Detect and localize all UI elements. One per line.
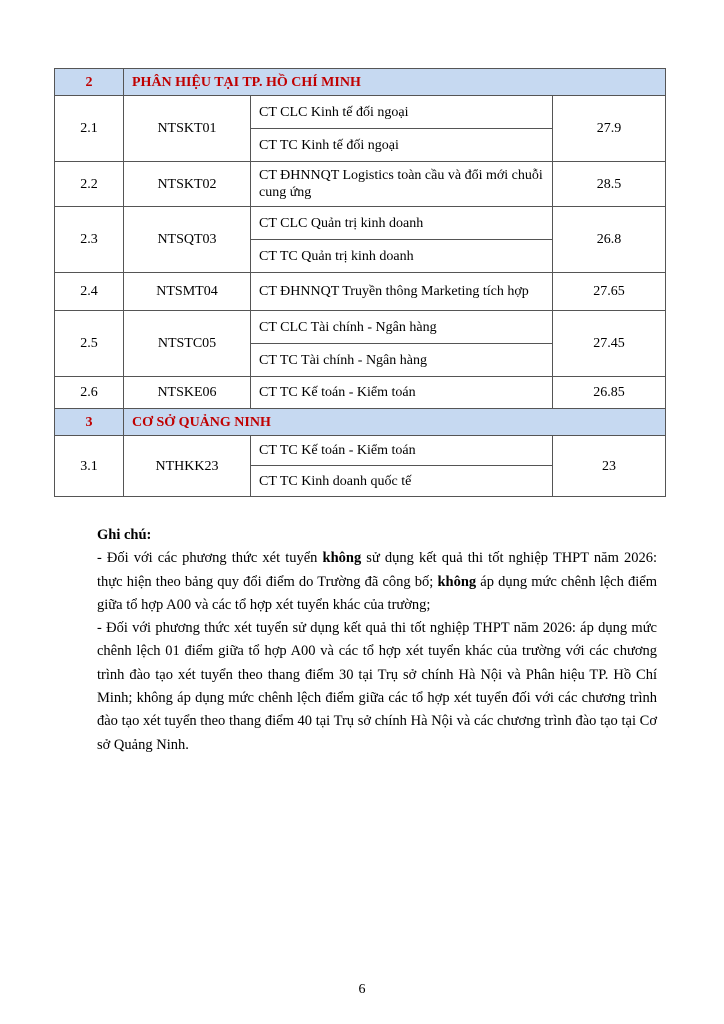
table-row bbox=[55, 436, 666, 466]
note-emphasis: không bbox=[322, 550, 362, 567]
program-code: NTSKT01 bbox=[124, 96, 251, 162]
program-code: NTSTC05 bbox=[124, 311, 251, 377]
program-name: CT TC Kế toán - Kiểm toán bbox=[251, 377, 553, 409]
section-number: 2 bbox=[55, 69, 124, 96]
admission-score-table bbox=[54, 68, 666, 497]
program-name: CT CLC Tài chính - Ngân hàng bbox=[251, 311, 553, 344]
row-number: 2.5 bbox=[55, 311, 124, 377]
row-number: 2.4 bbox=[55, 273, 124, 311]
section-title: CƠ SỞ QUẢNG NINH bbox=[124, 409, 666, 436]
table-row bbox=[55, 311, 666, 344]
table-row bbox=[55, 96, 666, 129]
program-code: NTSQT03 bbox=[124, 207, 251, 273]
program-code: NTSKE06 bbox=[124, 377, 251, 409]
note-text: - Đối với các phương thức xét tuyển bbox=[97, 550, 323, 567]
section-number: 3 bbox=[55, 409, 124, 436]
table-row bbox=[55, 377, 666, 409]
table-row bbox=[55, 162, 666, 207]
row-number: 2.1 bbox=[55, 96, 124, 162]
program-name: CT TC Kinh tế đối ngoại bbox=[251, 129, 553, 162]
cutoff-score: 26.85 bbox=[553, 377, 666, 409]
program-name: CT TC Kinh doanh quốc tế bbox=[251, 466, 553, 497]
cutoff-score: 28.5 bbox=[553, 162, 666, 207]
section-header-row bbox=[55, 69, 666, 96]
program-name: CT ĐHNNQT Logistics toàn cầu và đổi mới chuỗi cung ứng bbox=[251, 162, 553, 207]
program-code: NTSMT04 bbox=[124, 273, 251, 311]
row-number: 2.6 bbox=[55, 377, 124, 409]
note-paragraph-1 bbox=[97, 547, 657, 617]
program-name: CT CLC Kinh tế đối ngoại bbox=[251, 96, 553, 129]
cutoff-score: 23 bbox=[553, 436, 666, 497]
cutoff-score: 27.9 bbox=[553, 96, 666, 162]
program-name: CT TC Quản trị kinh doanh bbox=[251, 240, 553, 273]
table-row bbox=[55, 273, 666, 311]
note-text: áp dụng mức chênh lệch điểm giữa tổ hợp A00 và các tổ hợp xét tuyển khác của trường; bbox=[97, 573, 657, 613]
note-emphasis: không bbox=[437, 573, 477, 590]
cutoff-score: 27.65 bbox=[553, 273, 666, 311]
program-name: CT TC Kế toán - Kiểm toán bbox=[251, 436, 553, 466]
row-number: 2.2 bbox=[55, 162, 124, 207]
notes-heading: Ghi chú: bbox=[97, 527, 152, 543]
program-code: NTSKT02 bbox=[124, 162, 251, 207]
section-header-row bbox=[55, 409, 666, 436]
row-number: 3.1 bbox=[55, 436, 124, 497]
row-number: 2.3 bbox=[55, 207, 124, 273]
page-number: 6 bbox=[358, 982, 366, 997]
program-name: CT CLC Quản trị kinh doanh bbox=[251, 207, 553, 240]
table-row bbox=[55, 207, 666, 240]
cutoff-score: 27.45 bbox=[553, 311, 666, 377]
program-code: NTHKK23 bbox=[124, 436, 251, 497]
program-name: CT ĐHNNQT Truyền thông Marketing tích hợp bbox=[251, 273, 553, 311]
cutoff-score: 26.8 bbox=[553, 207, 666, 273]
section-title: PHÂN HIỆU TẠI TP. HỒ CHÍ MINH bbox=[124, 69, 666, 96]
note-text: sử dụng kết quả thi tốt nghiệp THPT năm 2026: thực hiện theo bảng quy đổi điểm do Trường đã công bố; bbox=[97, 550, 657, 590]
program-name: CT TC Tài chính - Ngân hàng bbox=[251, 344, 553, 377]
notes-block bbox=[97, 524, 657, 757]
note-paragraph-2: - Đối với phương thức xét tuyển sử dụng kết quả thi tốt nghiệp THPT năm 2026: áp dụng mức chênh lệch 01 điểm giữa tổ hợp A00 và các tổ hợp xét tuyển khác của trường với các chương trình đào tạo xét tuyển theo thang điểm 30 tại Trụ sở chính Hà Nội và Phân hiệu TP. Hồ Chí Minh; không áp dụng mức chênh lệch điểm giữa các tổ hợp xét tuyển đối với các chương trình đào tạo xét tuyển theo thang điểm 40 tại Trụ sở chính Hà Nội và các chương trình đào tạo tại Cơ sở Quảng Ninh. bbox=[97, 620, 657, 753]
